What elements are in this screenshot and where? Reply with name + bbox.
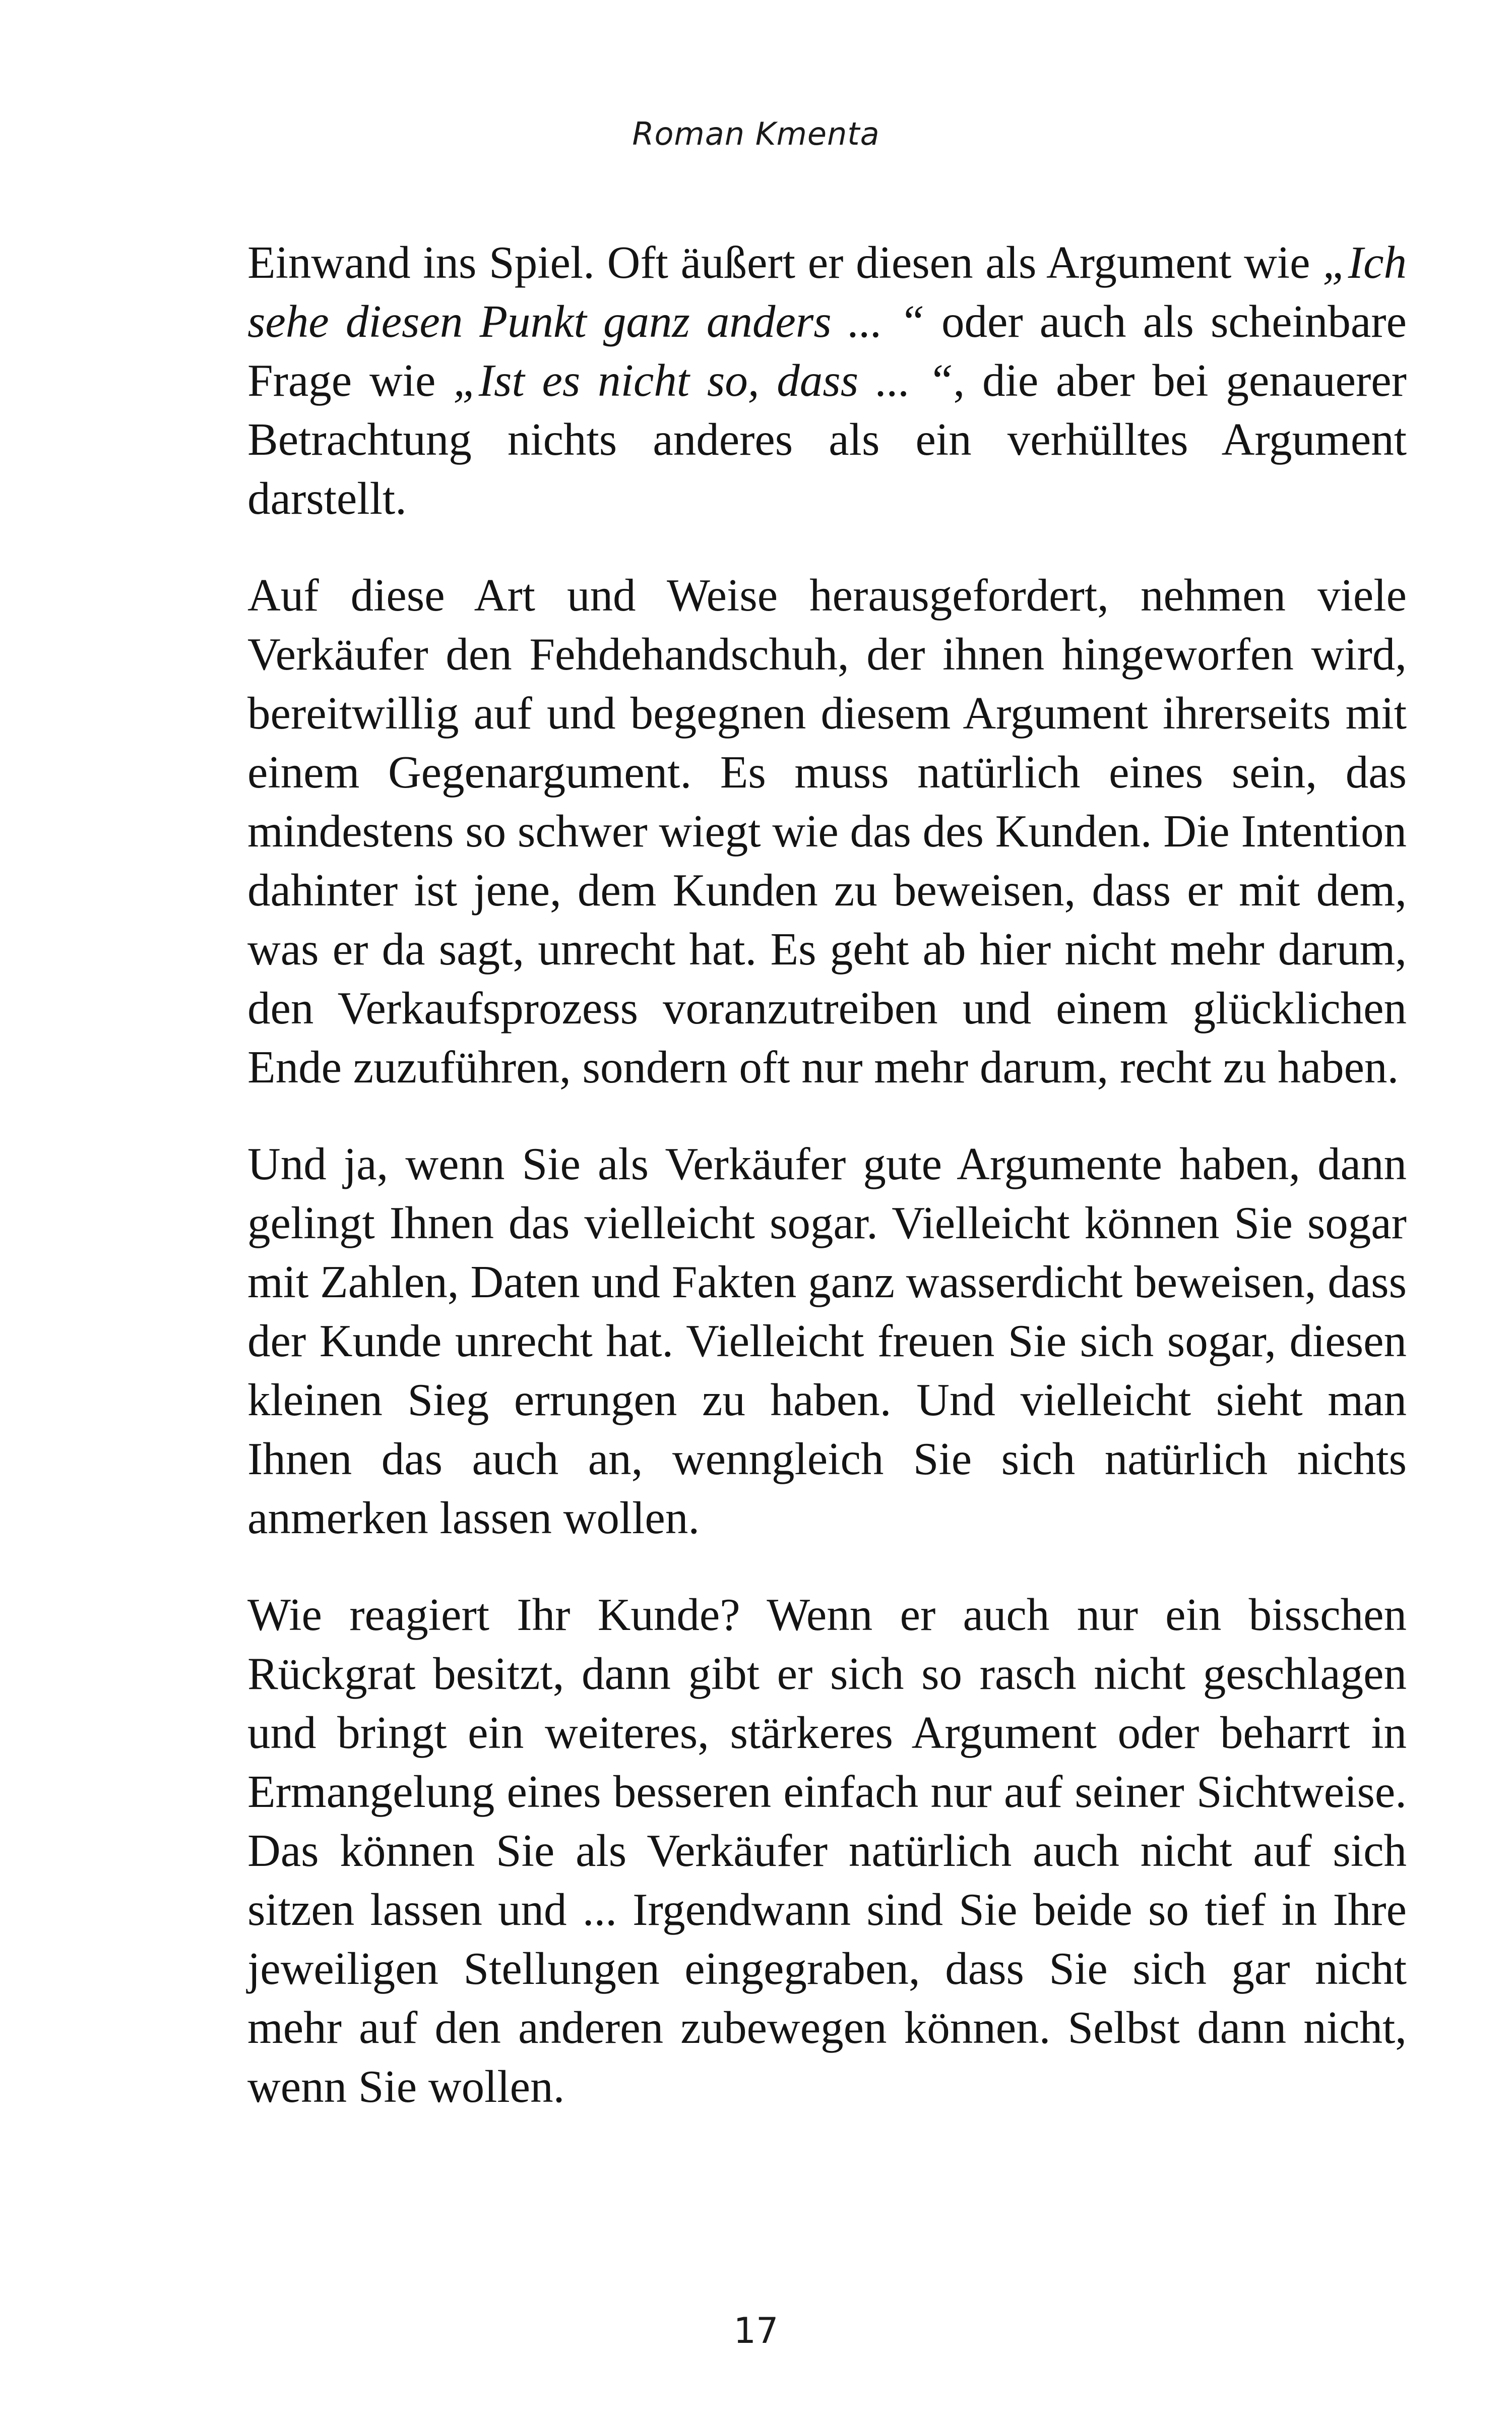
paragraph-1-text-a: Einwand ins Spiel. Oft äußert er diesen als Argument wie xyxy=(247,237,1323,288)
paragraph-1-text-c: oder auch als scheinbare Frage wie xyxy=(247,296,1407,406)
paragraph-1 xyxy=(247,233,1407,528)
page-number: 17 xyxy=(733,2310,779,2351)
body-text xyxy=(247,233,1407,2154)
paragraph-2: Auf diese Art und Weise herausgefordert, nehmen viele Verkäufer den Fehdehandschuh, der ihnen hingeworfen wird, bereitwillig auf und begegnen diesem Argument ihrerseits mit einem Gegenargument. Es muss natürlich eines sein, das mindestens so schwer wiegt wie das des Kunden. Die Intention dahinter ist jene, dem Kunden zu beweisen, dass er mit dem, was er da sagt, unrecht hat. Es geht ab hier nicht mehr darum, den Verkaufsprozess voranzutreiben und einem glücklichen Ende zuzuführen, sondern oft nur mehr darum, recht zu haben. xyxy=(247,570,1407,1093)
paragraph-4: Wie reagiert Ihr Kunde? Wenn er auch nur ein bisschen Rückgrat besitzt, dann gibt er sich so rasch nicht geschlagen und bringt ein weiteres, stärkeres Argument oder beharrt in Ermangelung eines besseren einfach nur auf seiner Sichtweise. Das können Sie als Verkäufer natürlich auch nicht auf sich sitzen lassen und ... Irgendwann sind Sie beide so tief in Ihre jeweiligen Stellungen eingegraben, dass Sie sich gar nicht mehr auf den anderen zubewegen können. Selbst dann nicht, wenn Sie wollen. xyxy=(247,1589,1407,2112)
paragraph-1-quote-2: „Ist es nicht so, dass ... “ xyxy=(453,355,954,406)
paragraph-1-text-e: , die aber bei genauerer Betrachtung nichts anderes als ein verhülltes Argument darstellt. xyxy=(247,355,1407,524)
paragraph-1-quote-1: „Ich sehe diesen Punkt ganz anders ... “ xyxy=(247,237,1407,347)
paragraph-3: Und ja, wenn Sie als Verkäufer gute Argumente haben, dann gelingt Ihnen das vielleicht sogar. Vielleicht können Sie sogar mit Zahlen, Daten und Fakten ganz wasserdicht beweisen, dass der Kunde unrecht hat. Vielleicht freuen Sie sich sogar, diesen kleinen Sieg errungen zu haben. Und vielleicht sieht man Ihnen das auch an, wenngleich Sie sich natürlich nichts anmerken lassen wollen. xyxy=(247,1138,1407,1543)
running-header-author: Roman Kmenta xyxy=(632,115,880,152)
